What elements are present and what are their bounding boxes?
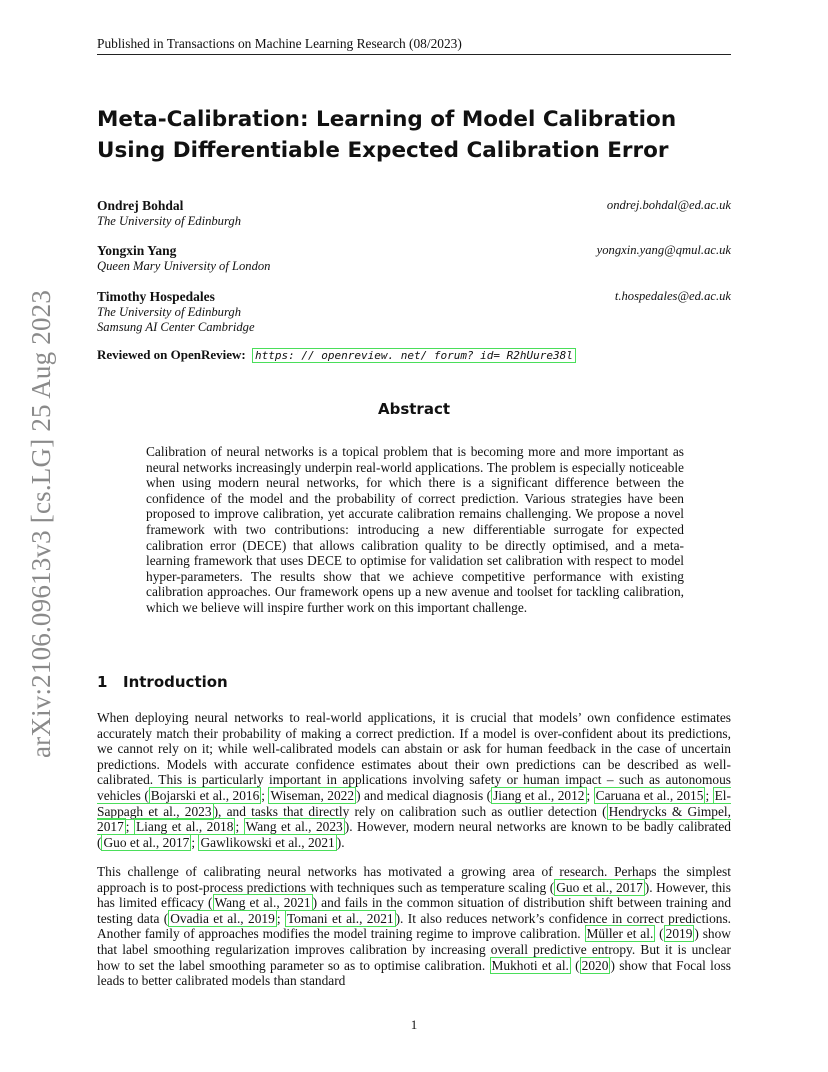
section-heading (97, 673, 228, 691)
citation-link[interactable]: Wiseman, 2022 (270, 787, 355, 803)
abstract-text: Calibration of neural networks is a topical problem that is becoming more and more important as neural networks increasingly underpin real-world applications. The problem is especially noticeable when using modern neural networks, for which there is a significant difference between the confidence of the model and the probability of correct prediction. Various strategies have been proposed to improve calibration, yet accurate calibration remains challenging. We propose a novel framework with two contributions: introducing a new differentiable surrogate for expected calibration error (DECE) that allows calibration quality to be directly optimised, and a meta-learning framework that uses DECE to optimise for validation set calibration with respect to model hyper-parameters. The results show that we achieve competitive performance with existing calibration approaches. Our framework opens up a new avenue and toolset for tackling calibration, which we believe will inspire further work on this important challenge. (146, 444, 684, 615)
author-name: Yongxin Yang (97, 243, 177, 258)
page-number: 1 (410, 1017, 418, 1032)
section-number: 1 (97, 673, 108, 691)
openreview-link[interactable]: https: // openreview. net/ forum? id= R2hUure38l (252, 348, 576, 363)
text-run: ( (655, 926, 664, 942)
title-line-1: Meta-Calibration: Learning of Model Calibration (97, 107, 677, 132)
author-affiliation: The University of Edinburgh (97, 304, 241, 319)
text-run: ) show that label smoothing regularization improves calibration by increasing overall predictive entropy. But it is unclear how to set the label smoothing parameter so as to optimise calibration. (97, 926, 731, 973)
author-name: Timothy Hospedales (97, 289, 215, 304)
author-email[interactable]: t.hospedales@ed.ac.uk (614, 289, 731, 303)
text-run: ) and medical diagnosis ( (356, 787, 492, 803)
intro-paragraph-2 (97, 864, 731, 989)
text-run: ), and tasks that directly rely on calibration such as outlier detection ( (213, 803, 607, 819)
text-run: ; (586, 787, 594, 803)
text-run: ). It also reduces network’s confidence in correct predictions. Another family of approaches modifies the model training regime to improve calibration. (97, 910, 732, 942)
citation-link[interactable]: 2019 (665, 926, 693, 942)
author-email[interactable]: ondrej.bohdal@ed.ac.uk (606, 198, 731, 212)
citation-link[interactable]: Tomani et al., 2021 (286, 910, 394, 926)
text-run: ). However, this has limited efficacy ( (97, 879, 731, 911)
citation-link[interactable]: Gawlikowski et al., 2021 (200, 834, 335, 850)
citation-link[interactable]: Wang et al., 2023 (245, 819, 343, 835)
review-line (97, 347, 576, 363)
text-run: ; (705, 787, 713, 803)
text-run: ; (235, 819, 244, 835)
text-run: ). However, modern neural networks are known to be badly calibrated ( (97, 819, 731, 850)
text-run: ). (336, 834, 345, 850)
citation-link[interactable]: Caruana et al., 2015 (595, 787, 704, 803)
citation-link[interactable]: Müller et al. (586, 926, 654, 942)
author-block-3 (97, 289, 731, 336)
author-email[interactable]: yongxin.yang@qmul.ac.uk (596, 243, 731, 257)
citation-link[interactable]: Bojarski et al., 2016 (150, 787, 260, 803)
author-block-2 (97, 243, 731, 274)
text-run: ; (125, 819, 134, 835)
citation-link[interactable]: Ovadia et al., 2019 (170, 910, 275, 926)
text-run: ; (191, 834, 199, 850)
text-run: When deploying neural networks to real-world applications, it is crucial that models’ own confidence estimates accurately match their probability of making a correct prediction. If a model is over-confident about its predictions, we cannot rely on it; while well-calibrated models can abstain or ask for human feedback in the case of uncertain predictions. Models with accurate confidence estimates about their own predictions can be described as well-calibrated. This is particularly important in applications involving safety or human impact – such as autonomous vehicles ( (97, 710, 731, 803)
citation-link[interactable]: Mukhoti et al. (491, 957, 569, 973)
citation-link[interactable]: Hendrycks & Gimpel, 2017 (97, 803, 731, 835)
journal-header: Published in Transactions on Machine Learning Research (08/2023) (97, 36, 462, 51)
citation-link[interactable]: Guo et al., 2017 (556, 879, 643, 895)
review-label: Reviewed on OpenReview: (97, 347, 246, 362)
citation-link[interactable]: Guo et al., 2017 (103, 834, 190, 850)
text-run: ; (276, 910, 285, 926)
citation-link[interactable]: 2020 (581, 957, 609, 973)
text-run: ; (261, 787, 269, 803)
text-run: This challenge of calibrating neural networks has motivated a growing area of research. Perhaps the simplest approach is to post-process predictions with techniques such as temperature scaling ( (97, 864, 731, 895)
citation-link[interactable]: El-Sappagh et al., 2023 (97, 787, 731, 819)
author-affiliation: The University of Edinburgh (97, 213, 241, 228)
citation-link[interactable]: Liang et al., 2018 (135, 819, 234, 835)
paper-title (97, 104, 737, 166)
header-rule (97, 54, 731, 55)
author-block-1 (97, 198, 731, 229)
text-run: ) show that Focal loss leads to better calibrated models than standard (97, 957, 731, 989)
abstract-heading: Abstract (377, 400, 451, 418)
author-name: Ondrej Bohdal (97, 198, 184, 213)
citation-link[interactable]: Wang et al., 2021 (214, 895, 311, 911)
author-affiliation: Samsung AI Center Cambridge (97, 320, 255, 334)
text-run: ( (570, 957, 580, 973)
section-title: Introduction (123, 673, 228, 691)
title-line-2: Using Differentiable Expected Calibration Error (97, 138, 669, 163)
text-run: ) and fails in the common situation of distribution shift between training and testing data ( (97, 895, 732, 926)
intro-paragraph-1 (97, 710, 731, 850)
author-affiliation: Queen Mary University of London (97, 258, 271, 273)
arxiv-identifier[interactable]: arXiv:2106.09613v3 [cs.LG] 25 Aug 2023 (26, 289, 56, 758)
citation-link[interactable]: Jiang et al., 2012 (493, 787, 585, 803)
